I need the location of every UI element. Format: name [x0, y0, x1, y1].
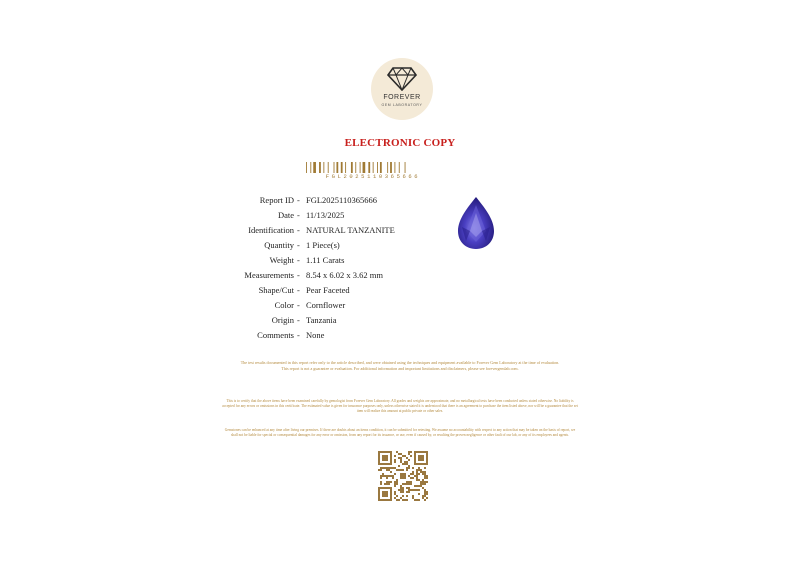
qr-module: [424, 493, 426, 495]
qr-module: [416, 471, 418, 473]
barcode-bar: [328, 162, 329, 173]
qr-module: [402, 455, 404, 457]
qr-module: [396, 495, 398, 497]
diamond-icon: [387, 67, 417, 91]
barcode-bar: [355, 162, 356, 173]
detail-separator: -: [297, 210, 300, 220]
qr-module: [406, 457, 408, 459]
qr-module: [402, 499, 404, 501]
qr-module: [402, 487, 404, 489]
qr-module: [416, 479, 418, 481]
barcode-bar: [377, 162, 378, 173]
detail-row-comments: [0, 328, 420, 343]
detail-row-shape-cut: [0, 283, 420, 298]
qr-module: [394, 467, 396, 469]
qr-module: [424, 499, 426, 501]
qr-module: [418, 485, 420, 487]
qr-module: [390, 475, 392, 477]
qr-module: [400, 491, 402, 493]
detail-separator: -: [297, 255, 300, 265]
qr-module: [400, 469, 402, 471]
qr-module: [396, 483, 398, 485]
qr-module: [378, 469, 380, 471]
qr-module: [382, 473, 384, 475]
qr-module: [410, 477, 412, 479]
qr-module: [384, 475, 386, 477]
qr-module: [426, 497, 428, 499]
disclaimer-certification: This is to certify that the above items have been examined carefully by gemologist from Forever Gem Laboratory. All grades and weights are approximate, and no metallurgical tests have been conducted unless stated otherwise. No liability is accepted for any errors or omissions in this certificate. The estimated value is given for insurance purposes only, unless otherwise stated it is understood that there is an agreement to purchase the item listed above, nor will be a guarantee that the set item will realize this amount at public private or other sales.: [222, 399, 578, 413]
qr-module: [420, 471, 422, 473]
qr-module: [400, 453, 402, 455]
qr-module: [392, 467, 394, 469]
detail-row-measurements: [0, 268, 420, 283]
qr-module: [402, 483, 404, 485]
lab-logo: [371, 58, 433, 120]
detail-value: 11/13/2025: [306, 210, 345, 220]
qr-module: [418, 479, 420, 481]
detail-separator: -: [297, 195, 300, 205]
disclaimer-results: The test results documented in this report refer only to the article described, and were obtained using the techniques and equipment available to Forever Gem Laboratory at the time of evaluation. This report is not a guarantee or evaluation. For additional information and important limitations and disclaimers, please see forevergemlab.com.: [240, 360, 560, 371]
qr-module: [380, 483, 382, 485]
qr-module: [422, 495, 424, 497]
qr-module: [424, 473, 426, 475]
qr-module: [396, 499, 398, 501]
qr-module: [408, 467, 410, 469]
qr-module: [408, 487, 410, 489]
qr-module: [394, 461, 396, 463]
qr-module: [380, 469, 382, 471]
qr-module: [394, 473, 396, 475]
barcode-bar: [405, 162, 406, 173]
qr-module: [400, 457, 402, 459]
qr-module: [408, 475, 410, 477]
qr-module: [426, 493, 428, 495]
qr-module: [414, 499, 416, 501]
qr-module: [394, 491, 396, 493]
detail-separator: -: [297, 270, 300, 280]
qr-module: [406, 461, 408, 463]
qr-module: [404, 499, 406, 501]
detail-row-color: [0, 298, 420, 313]
qr-module: [400, 485, 402, 487]
qr-module: [392, 477, 394, 479]
detail-separator: -: [297, 285, 300, 295]
qr-module: [400, 459, 402, 461]
qr-module: [424, 475, 426, 477]
qr-module: [398, 489, 400, 491]
logo-subtitle-text: GEM LABORATORY: [381, 103, 423, 107]
qr-module: [406, 481, 408, 483]
qr-module: [416, 489, 418, 491]
detail-row-identification: [0, 223, 420, 238]
qr-module: [420, 481, 422, 483]
qr-module: [388, 481, 390, 483]
qr-module: [396, 481, 398, 483]
qr-module: [416, 475, 418, 477]
qr-module: [398, 469, 400, 471]
qr-module: [404, 463, 406, 465]
barcode-bar: [360, 162, 361, 173]
barcode-bar: [341, 162, 343, 173]
detail-row-origin: [0, 313, 420, 328]
detail-separator: -: [297, 240, 300, 250]
detail-row-date: [0, 208, 420, 223]
qr-module: [402, 469, 404, 471]
qr-module: [394, 483, 396, 485]
qr-module: [410, 455, 412, 457]
qr-module: [400, 489, 402, 491]
qr-module: [394, 459, 396, 461]
qr-module: [390, 471, 392, 473]
qr-module: [414, 475, 416, 477]
qr-module: [408, 491, 410, 493]
detail-value: Pear Faceted: [306, 285, 350, 295]
qr-module: [406, 469, 408, 471]
qr-module: [406, 463, 408, 465]
qr-module: [424, 477, 426, 479]
qr-module: [400, 487, 402, 489]
qr-module: [410, 489, 412, 491]
qr-module: [418, 469, 420, 471]
qr-module: [394, 497, 396, 499]
qr-module: [382, 475, 384, 477]
qr-module: [396, 469, 398, 471]
detail-row-weight: [0, 253, 420, 268]
qr-code-icon: [378, 451, 428, 501]
qr-module: [424, 483, 426, 485]
qr-module: [394, 481, 396, 483]
barcode-bar: [323, 162, 324, 173]
qr-module: [390, 481, 392, 483]
barcode-bar: [399, 162, 400, 173]
detail-value: 1 Piece(s): [306, 240, 340, 250]
qr-module: [398, 499, 400, 501]
qr-module: [424, 471, 426, 473]
qr-module: [424, 467, 426, 469]
qr-module: [380, 481, 382, 483]
qr-module: [406, 487, 408, 489]
qr-module: [410, 451, 412, 453]
detail-label: Report ID: [259, 195, 294, 205]
qr-module: [392, 475, 394, 477]
qr-module: [402, 491, 404, 493]
qr-module: [400, 497, 402, 499]
detail-label: Weight: [269, 255, 294, 265]
barcode: [306, 162, 440, 173]
qr-module: [382, 467, 384, 469]
detail-value: Tanzania: [306, 315, 337, 325]
detail-value: NATURAL TANZANITE: [306, 225, 395, 235]
qr-module: [388, 469, 390, 471]
qr-module: [422, 479, 424, 481]
qr-module: [396, 479, 398, 481]
qr-module: [412, 477, 414, 479]
qr-module: [416, 477, 418, 479]
qr-module: [406, 467, 408, 469]
qr-module: [422, 497, 424, 499]
qr-module: [406, 483, 408, 485]
qr-module: [422, 487, 424, 489]
barcode-bar: [390, 162, 392, 173]
qr-module: [408, 483, 410, 485]
qr-module: [412, 467, 414, 469]
detail-value: None: [306, 330, 325, 340]
barcode-bar: [351, 162, 353, 173]
qr-module: [424, 491, 426, 493]
qr-module: [416, 469, 418, 471]
detail-row-quantity: [0, 238, 420, 253]
qr-module: [386, 469, 388, 471]
qr-module: [400, 461, 402, 463]
detail-label: Comments: [257, 330, 294, 340]
qr-module: [382, 491, 388, 497]
qr-module: [390, 467, 392, 469]
qr-module: [396, 451, 398, 453]
detail-label: Shape/Cut: [258, 285, 294, 295]
qr-module: [408, 489, 410, 491]
qr-module: [386, 477, 388, 479]
barcode-bar: [319, 162, 321, 173]
qr-module: [410, 483, 412, 485]
detail-value: 8.54 x 6.02 x 3.62 mm: [306, 270, 383, 280]
barcode-bar: [334, 162, 335, 173]
qr-module: [382, 455, 388, 461]
qr-module: [408, 453, 410, 455]
qr-module: [418, 493, 420, 495]
barcode-bar: [387, 162, 388, 173]
qr-module: [384, 483, 386, 485]
barcode-bar: [380, 162, 382, 173]
qr-module: [394, 485, 396, 487]
qr-module: [388, 483, 390, 485]
barcode-bar: [373, 162, 374, 173]
qr-module: [414, 485, 416, 487]
qr-module: [386, 467, 388, 469]
detail-label: Identification: [248, 225, 294, 235]
qr-module: [418, 467, 420, 469]
qr-module: [418, 473, 420, 475]
qr-module: [420, 469, 422, 471]
detail-label: Color: [274, 300, 294, 310]
qr-module: [398, 457, 400, 459]
qr-module: [426, 477, 428, 479]
qr-module: [406, 491, 408, 493]
barcode-bar: [345, 162, 346, 173]
qr-module: [414, 489, 416, 491]
gemstone-photo: [456, 195, 496, 251]
qr-module: [404, 455, 406, 457]
qr-module: [416, 485, 418, 487]
qr-module: [424, 481, 426, 483]
barcode-bar: [368, 162, 370, 173]
qr-module: [402, 495, 404, 497]
qr-module: [410, 481, 412, 483]
barcode-bar: [313, 162, 316, 173]
qr-module: [426, 481, 428, 483]
logo-brand-text: FOREVER: [383, 94, 421, 101]
qr-module: [402, 463, 404, 465]
qr-module: [394, 493, 396, 495]
qr-module: [418, 499, 420, 501]
qr-module: [418, 455, 424, 461]
qr-module: [412, 489, 414, 491]
qr-module: [412, 471, 414, 473]
qr-module: [398, 465, 400, 467]
qr-module: [422, 473, 424, 475]
detail-value: FGL2025110365666: [306, 195, 377, 205]
qr-module: [386, 475, 388, 477]
barcode-bar: [394, 162, 395, 173]
qr-module: [388, 467, 390, 469]
qr-module: [412, 473, 414, 475]
qr-module: [408, 465, 410, 467]
qr-module: [398, 453, 400, 455]
detail-separator: -: [297, 315, 300, 325]
qr-module: [404, 483, 406, 485]
detail-label: Quantity: [264, 240, 294, 250]
qr-module: [412, 495, 414, 497]
barcode-number: FGL2025110365666: [325, 173, 421, 180]
qr-module: [418, 489, 420, 491]
qr-module: [424, 495, 426, 497]
qr-module: [394, 455, 396, 457]
qr-module: [380, 467, 382, 469]
qr-module: [400, 473, 406, 479]
detail-value: 1.11 Carats: [306, 255, 345, 265]
qr-module: [424, 489, 426, 491]
qr-module: [426, 491, 428, 493]
qr-module: [410, 473, 412, 475]
detail-label: Origin: [271, 315, 294, 325]
qr-module: [420, 485, 422, 487]
qr-module: [386, 483, 388, 485]
detail-separator: -: [297, 300, 300, 310]
barcode-bar: [310, 162, 311, 173]
qr-module: [380, 475, 382, 477]
qr-module: [388, 475, 390, 477]
barcode-bar: [363, 162, 366, 173]
qr-module: [420, 483, 422, 485]
detail-label: Measurements: [244, 270, 294, 280]
qr-module: [426, 475, 428, 477]
qr-module: [408, 459, 410, 461]
qr-module: [422, 471, 424, 473]
detail-row-report-id: [0, 193, 420, 208]
qr-module: [422, 481, 424, 483]
detail-separator: -: [297, 330, 300, 340]
qr-module: [406, 495, 408, 497]
barcode-bar: [336, 162, 338, 173]
qr-module: [404, 461, 406, 463]
qr-module: [386, 481, 388, 483]
qr-module: [402, 489, 404, 491]
qr-module: [408, 481, 410, 483]
qr-module: [380, 477, 382, 479]
barcode-bar: [306, 162, 307, 173]
disclaimer-liability: Gemstones can be enhanced at any time after living our premises. If there are doubts about an items condition, it can be submitted for retesting. We assume no accountability with respect to any action that may be taken on the basis of report, we shall not be liable for special or consequential damages for any error or omission, from any report for its issuance, or use, even if caused by, or resulting the proven negligence or other fault of our lab, or any of its employees and agents.: [224, 428, 576, 437]
qr-module: [412, 497, 414, 499]
qr-module: [408, 451, 410, 453]
qr-module: [416, 499, 418, 501]
electronic-copy-title: ELECTRONIC COPY: [344, 137, 456, 149]
detail-value: Cornflower: [306, 300, 346, 310]
detail-label: Date: [277, 210, 294, 220]
qr-module: [422, 483, 424, 485]
detail-separator: -: [297, 225, 300, 235]
qr-module: [406, 499, 408, 501]
qr-module: [416, 473, 418, 475]
qr-module: [384, 467, 386, 469]
